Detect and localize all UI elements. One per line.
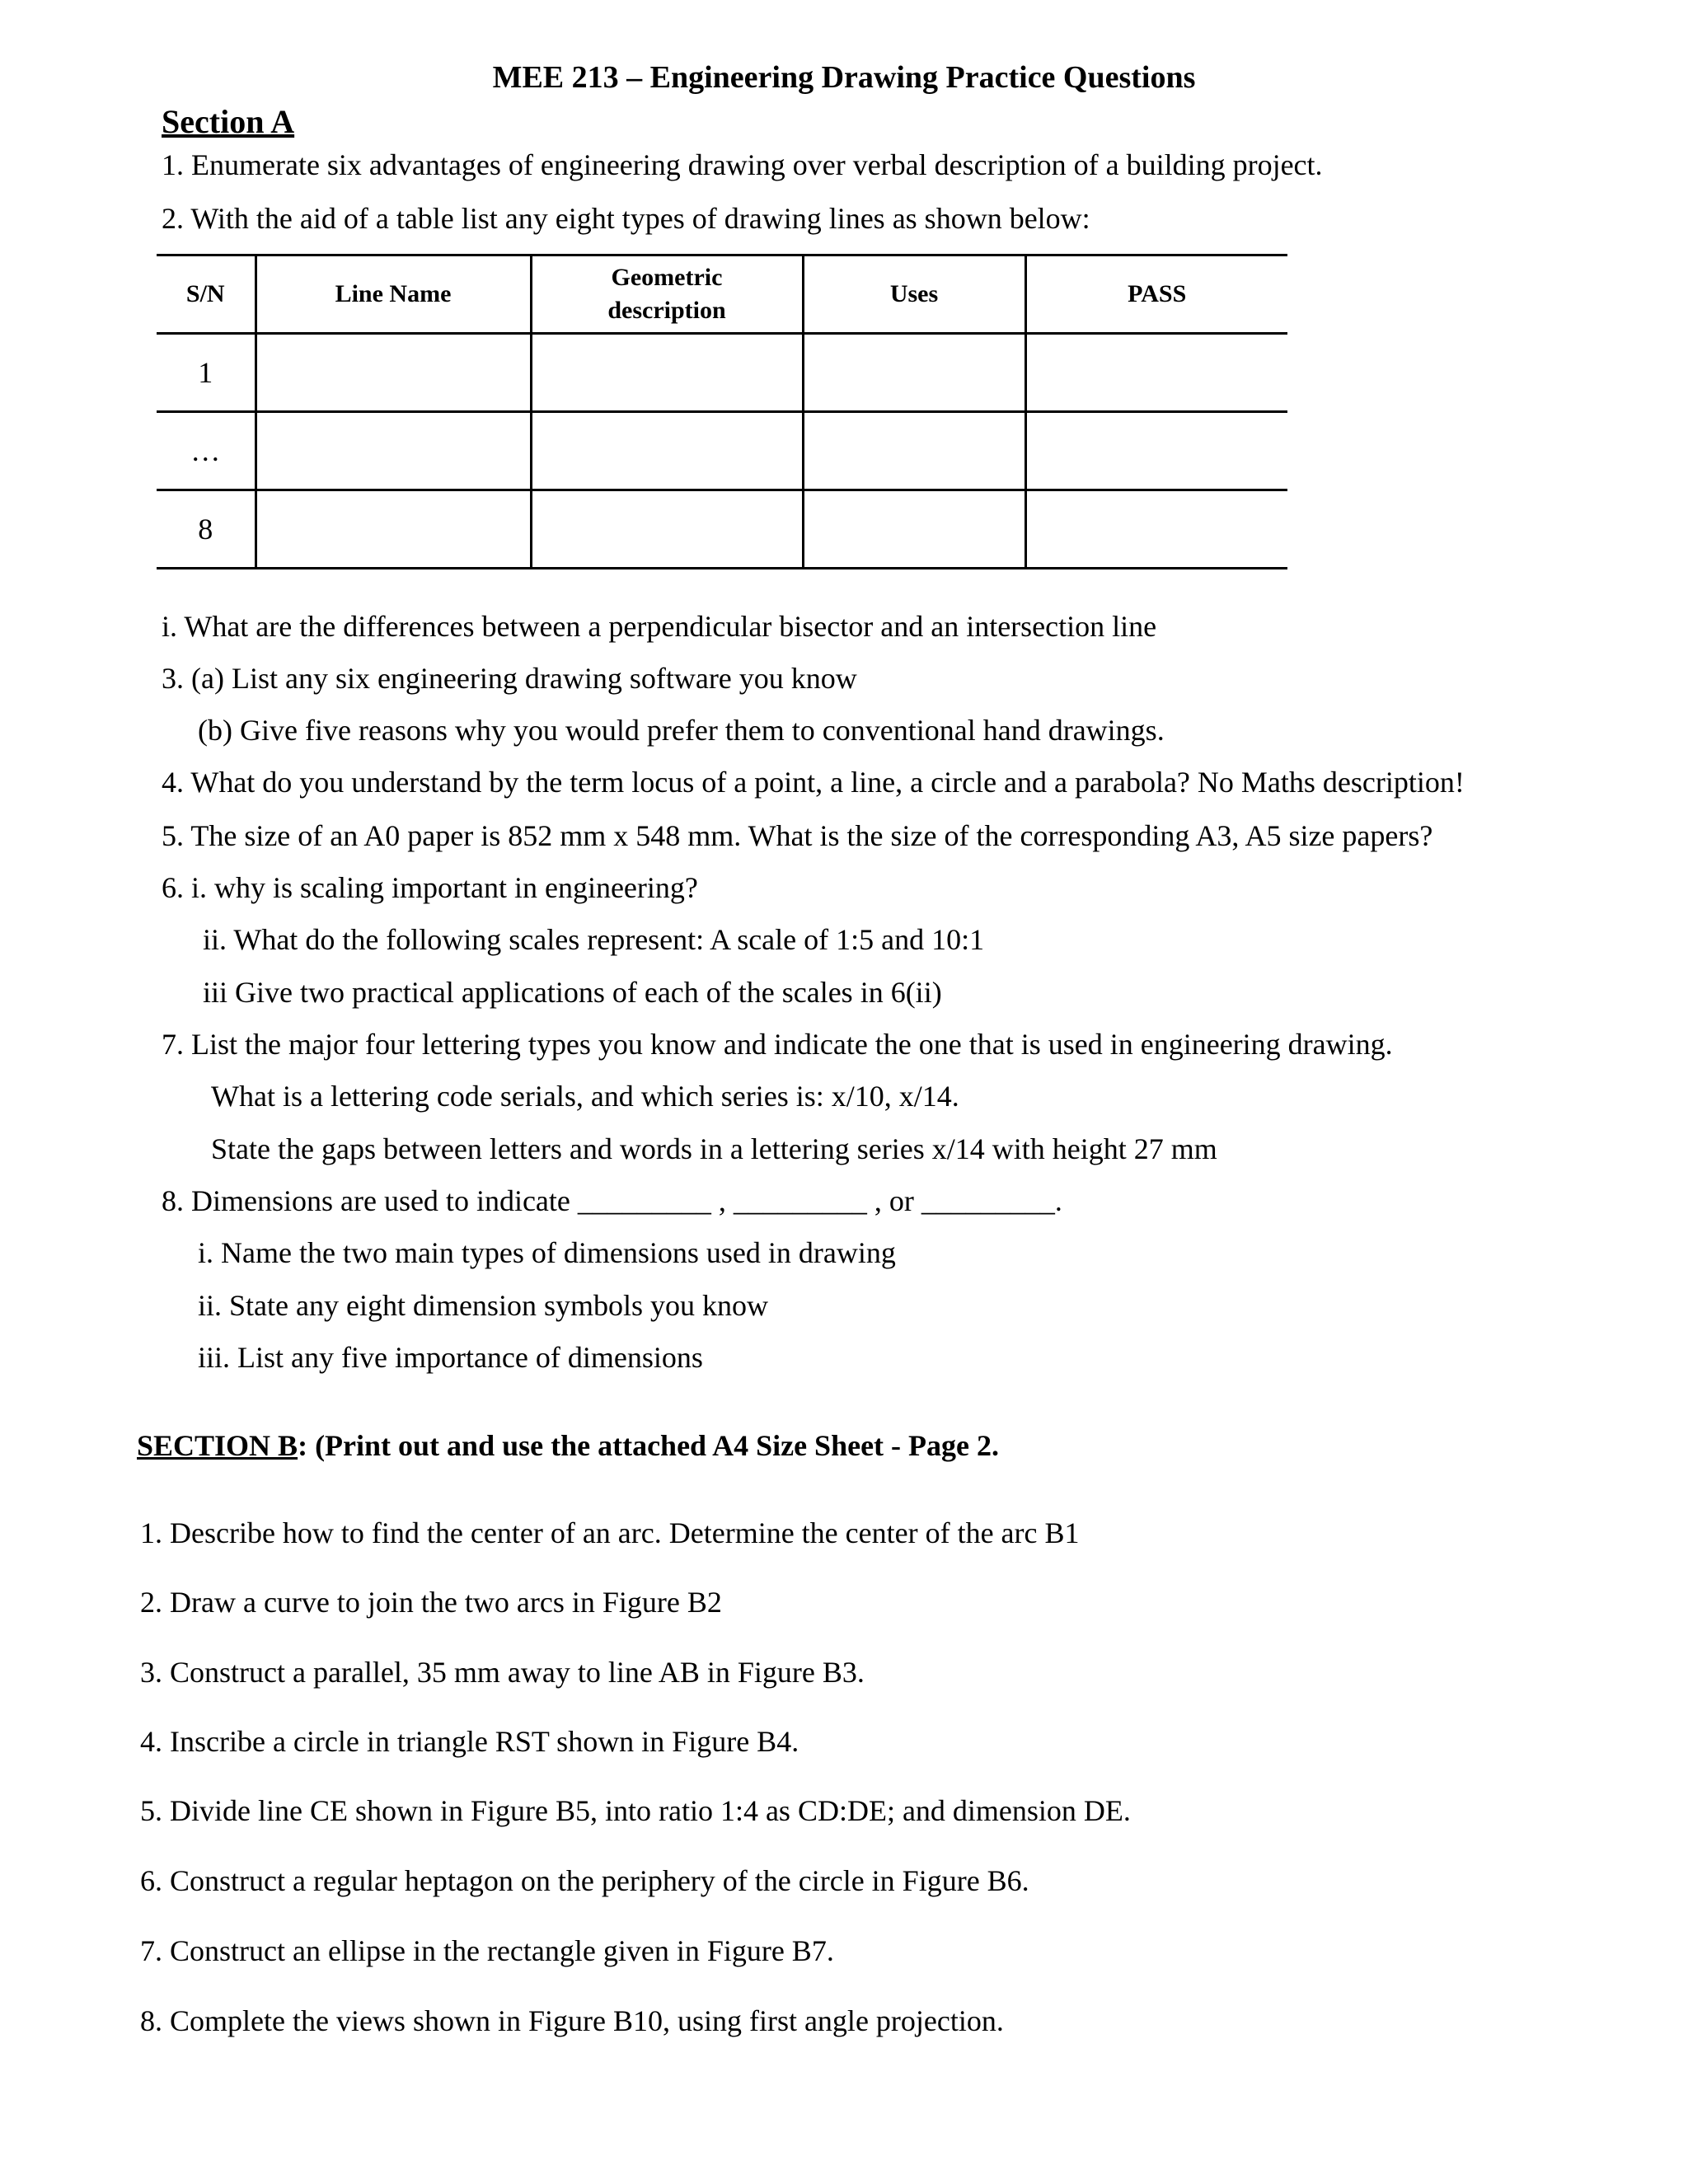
section-b-item: 4. Inscribe a circle in triangle RST shown in Figure B4. <box>140 1725 799 1758</box>
question-8: 8. Dimensions are used to indicate _________ , _________ , or _________. <box>162 1184 1062 1217</box>
question-6i: 6. i. why is scaling important in engineering? <box>162 871 698 904</box>
section-b-item: 8. Complete the views shown in Figure B10, using first angle projection. <box>140 2004 1004 2037</box>
section-b-instruction: : (Print out and use the attached A4 Size Sheet - Page 2. <box>298 1429 999 1462</box>
table-cell <box>531 412 803 490</box>
question-4: 4. What do you understand by the term locus of a point, a line, a circle and a parabola? No Maths description! <box>162 766 1465 799</box>
table-cell: 8 <box>198 513 213 546</box>
question-8i: i. Name the two main types of dimensions used in drawing <box>198 1236 896 1269</box>
page-title: MEE 213 – Engineering Drawing Practice Questions <box>492 60 1196 95</box>
table-cell <box>803 334 1025 412</box>
section-b-item: 1. Describe how to find the center of an arc. Determine the center of the arc B1 <box>140 1516 1080 1549</box>
column-header-pass: PASS <box>1025 255 1287 334</box>
table-cell <box>1025 490 1287 569</box>
section-b-label: SECTION B <box>137 1429 298 1462</box>
table-cell <box>531 490 803 569</box>
question-1: 1. Enumerate six advantages of engineering drawing over verbal description of a building project. <box>162 148 1323 181</box>
question-8ii: ii. State any eight dimension symbols you know <box>198 1289 768 1322</box>
table-cell <box>531 334 803 412</box>
table-cell <box>256 412 531 490</box>
question-5: 5. The size of an A0 paper is 852 mm x 548 mm. What is the size of the corresponding A3, A5 size papers? <box>162 819 1433 852</box>
table-cell: … <box>190 434 221 467</box>
table-header-row <box>157 255 1287 334</box>
column-header-line-name: Line Name <box>256 255 531 334</box>
table-cell <box>1025 334 1287 412</box>
table-cell: 1 <box>198 356 213 389</box>
table-cell <box>1025 412 1287 490</box>
column-header-uses: Uses <box>803 255 1025 334</box>
question-6ii: ii. What do the following scales represent: A scale of 1:5 and 10:1 <box>203 923 985 956</box>
section-b-heading <box>137 1428 999 1463</box>
table-cell <box>803 490 1025 569</box>
question-6iii: iii Give two practical applications of each of the scales in 6(ii) <box>203 976 942 1009</box>
question-2: 2. With the aid of a table list any eight types of drawing lines as shown below: <box>162 202 1090 235</box>
question-8iii: iii. List any five importance of dimensions <box>198 1341 703 1374</box>
section-a-heading: Section A <box>162 103 295 140</box>
question-3b: (b) Give five reasons why you would prefer them to conventional hand drawings. <box>198 714 1165 747</box>
table-cell <box>256 490 531 569</box>
drawing-lines-table <box>157 254 1287 569</box>
section-b-item: 7. Construct an ellipse in the rectangle given in Figure B7. <box>140 1934 834 1967</box>
table-cell <box>256 334 531 412</box>
table-row <box>157 412 1287 490</box>
table-row <box>157 334 1287 412</box>
section-b-item: 2. Draw a curve to join the two arcs in Figure B2 <box>140 1586 722 1619</box>
column-header-sn: S/N <box>185 280 225 307</box>
question-7: 7. List the major four lettering types you know and indicate the one that is used in engineering drawing. <box>162 1028 1393 1061</box>
question-3a: 3. (a) List any six engineering drawing software you know <box>162 662 857 695</box>
column-header-geometric-description: Geometric description <box>531 255 803 334</box>
question-i: i. What are the differences between a perpendicular bisector and an intersection line <box>162 610 1157 643</box>
table-row <box>157 490 1287 569</box>
question-7-gaps: State the gaps between letters and words in a lettering series x/14 with height 27 mm <box>211 1132 1217 1165</box>
section-b-item: 5. Divide line CE shown in Figure B5, into ratio 1:4 as CD:DE; and dimension DE. <box>140 1794 1131 1827</box>
question-7-lettering-code: What is a lettering code serials, and which series is: x/10, x/14. <box>211 1080 959 1113</box>
section-b-item: 3. Construct a parallel, 35 mm away to line AB in Figure B3. <box>140 1656 865 1689</box>
table-cell <box>803 412 1025 490</box>
section-b-item: 6. Construct a regular heptagon on the periphery of the circle in Figure B6. <box>140 1864 1029 1897</box>
